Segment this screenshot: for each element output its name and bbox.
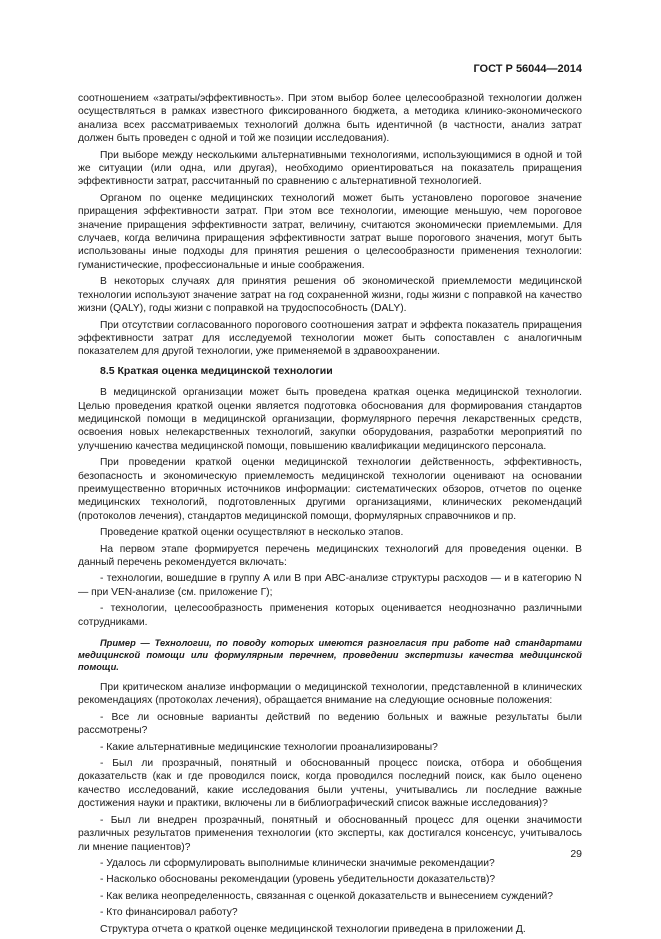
list-item: - Как велика неопределенность, связанная с оценкой доказательств и вынесением суждений? — [100, 890, 553, 902]
list-item: - технологии, целесообразность применения которых оценивается неоднозначно различными сотрудниками. — [78, 603, 582, 628]
example-note: Пример — Технологии, по поводу которых имеются разногласия при работе над стандартами медицинской помощи или формулярным перечнем, проведении экспертизы качества медицинской помощи. — [78, 638, 582, 673]
page-content — [78, 92, 582, 939]
list-item: - Все ли основные варианты действий по ведению больных и важные результаты были рассмотрены? — [78, 711, 582, 737]
paragraph: Органом по оценке медицинских технологий может быть установлено пороговое значение приращения эффективности затрат. При этом все технологии, имеющие меньшую, чем пороговое значение приращения эффективности затрат, величину, считаются экономически приемлемыми. Для случаев, когда величина приращения эффективности затрат выше порогового значения, могут быть использованы иные подходы для принятия решения о целесообразности применения технологии: гуманистические, профессиональные и иные соображения. — [78, 192, 582, 271]
paragraph: При критическом анализе информации о медицинской технологии, представленной в клинических рекомендациях (протоколах лечения), обращается внимание на следующие основные положения: — [78, 682, 582, 707]
paragraph: При отсутствии согласованного порогового соотношения затрат и эффекта показатель приращения эффективности затрат для исследуемой технологии может быть сопоставлен с аналогичным показателем для другой технологии, уже применяемой в здравоохранении. — [78, 319, 582, 358]
paragraph: На первом этапе формируется перечень медицинских технологий для проведения оценки. В данный перечень рекомендуется включать: — [78, 543, 582, 568]
paragraph: В медицинской организации может быть проведена краткая оценка медицинской технологии. Целью проведения краткой оценки является подготовка обоснования для формирования стандартов медицинской помощи в медицинской организации, формулярного перечня лекарственных средств, освоения новых нелекарственных технологий, закупки оборудования, разработки мероприятий по улучшению качества медицинской помощи, повышению квалификации медицинского персонала. — [78, 387, 582, 452]
list-item: - Какие альтернативные медицинские технологии проанализированы? — [100, 741, 438, 753]
paragraph: В некоторых случаях для принятия решения об экономической приемлемости медицинской технологии используют значение затрат на год сохраненной жизни, годы жизни с поправкой на качество жизни (QALY), годы жизни с поправкой на трудоспособность (DALY). — [78, 276, 582, 315]
paragraph: соотношением «затраты/эффективность». При этом выбор более целесообразной технологии должен осуществляться в рамках известного фиксированного бюджета, а методика клинико-экономического анализа всех рассматриваемых технологий должна быть идентичной (в частности, анализ затрат должен быть проведен с одной и той же позиции исследования). — [78, 93, 582, 145]
paragraph: Проведение краткой оценки осуществляют в несколько этапов. — [100, 527, 404, 539]
list-item: - Кто финансировал работу? — [100, 907, 238, 919]
list-item: - Удалось ли сформулировать выполнимые клинически значимые рекомендации? — [100, 857, 495, 869]
page-number: 29 — [570, 848, 582, 860]
paragraph: При проведении краткой оценки медицинской технологии действенность, эффективность, безопасность и экономическую приемлемость медицинской технологии оценивают на основании преимущественно вторичных источников информации: систематических обзоров, отчетов по оценке медицинских технологий, подготовленных другими организациями, клинических рекомендаций (протоколов лечения), стандартов медицинской помощи, формулярных справочников и пр. — [78, 457, 582, 522]
paragraph: При выборе между несколькими альтернативными технологиями, использующимися в одной и той же ситуации (или одна, или другая), необходимо ориентироваться на показатель приращения эффективности затрат, рассчитанный по сравнению с альтернативной технологией. — [78, 149, 582, 188]
section-heading: 8.5 Краткая оценка медицинской технологии — [100, 364, 333, 377]
list-item: - Был ли внедрен прозрачный, понятный и обоснованный процесс для оценки значимости различных результатов применения технологии (кто эксперты, как достигался консенсус, учитывалось ли мнение пациентов)? — [78, 814, 582, 853]
list-item: - Насколько обоснованы рекомендации (уровень убедительности доказательств)? — [100, 874, 496, 886]
list-item: - Был ли прозрачный, понятный и обоснованный процесс поиска, отбора и обобщения доказательств (как и где проводился поиск, когда проводился последний поиск, как было оценено качество исследований, какие исследования были учтены, учитывались ли последние важные достижения науки и практики, включены ли в библиографический список важные исследования)? — [78, 758, 582, 810]
standard-header: ГОСТ Р 56044—2014 — [473, 63, 582, 75]
paragraph: Структура отчета о краткой оценке медицинской технологии приведена в приложении Д. — [100, 923, 526, 935]
list-item: - технологии, вошедшие в группу А или В при АВС-анализе структуры расходов — и в категорию N — при VEN-анализе (см. приложение Г); — [78, 573, 582, 598]
